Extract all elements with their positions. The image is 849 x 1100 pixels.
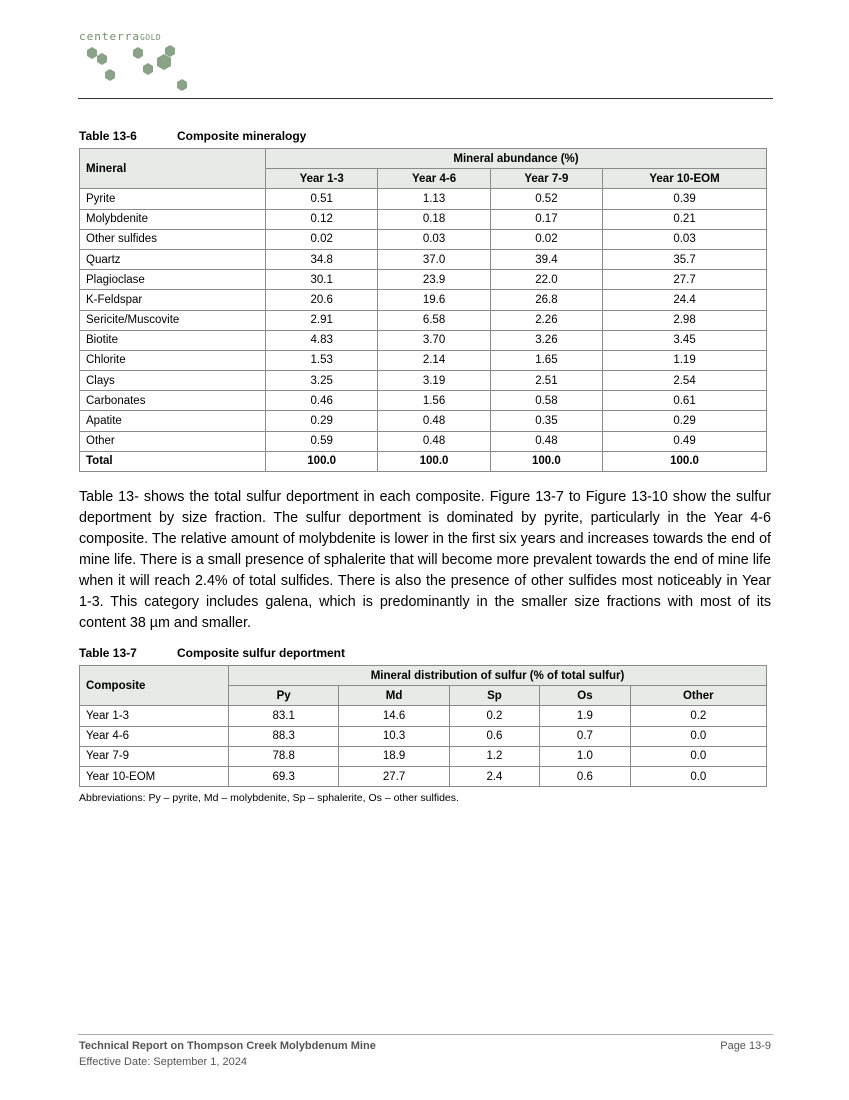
logo-wordmark: centerraGOLD [79, 30, 162, 43]
table-cell: 3.70 [378, 330, 490, 350]
table1-group-header: Mineral abundance (%) [266, 149, 767, 169]
table-cell: 2.26 [490, 310, 602, 330]
table-cell: 30.1 [266, 270, 378, 290]
table-cell: 27.7 [339, 766, 449, 786]
table-cell: 0.03 [603, 229, 767, 249]
table-cell: 0.48 [378, 431, 490, 451]
table-row [80, 726, 767, 746]
table-cell: 1.56 [378, 391, 490, 411]
table-cell: 0.0 [630, 726, 766, 746]
table-cell: 1.53 [266, 350, 378, 370]
hexagon-cluster-icon [79, 42, 199, 94]
table-cell: 3.25 [266, 371, 378, 391]
row-label: Biotite [80, 330, 266, 350]
table-row [80, 290, 767, 310]
row-label: Year 10-EOM [80, 766, 229, 786]
table-cell: 0.46 [266, 391, 378, 411]
t2-column-header: Sp [449, 686, 539, 706]
row-label: K-Feldspar [80, 290, 266, 310]
footer-report-title: Technical Report on Thompson Creek Molybdenum Mine [79, 1040, 376, 1052]
table2-group-header: Mineral distribution of sulfur (% of total sulfur) [229, 666, 767, 686]
table-cell: 3.26 [490, 330, 602, 350]
table-cell: 0.59 [266, 431, 378, 451]
row-label: Year 1-3 [80, 706, 229, 726]
table1-caption: Table 13-6 Composite mineralogy [79, 129, 307, 143]
table1-row-header: Mineral [80, 149, 266, 189]
sulfur-deportment-table [79, 665, 767, 787]
table-cell: 0.17 [490, 209, 602, 229]
table-cell: 35.7 [603, 249, 767, 269]
table-cell: 18.9 [339, 746, 449, 766]
table-cell: 24.4 [603, 290, 767, 310]
t1-column-header: Year 1-3 [266, 169, 378, 189]
table-cell: 1.2 [449, 746, 539, 766]
table-cell: 1.9 [540, 706, 630, 726]
table-cell: 0.48 [490, 431, 602, 451]
total-cell: 100.0 [603, 451, 767, 471]
table-cell: 1.0 [540, 746, 630, 766]
table-cell: 20.6 [266, 290, 378, 310]
table-cell: 0.7 [540, 726, 630, 746]
row-label: Sericite/Muscovite [80, 310, 266, 330]
table-cell: 2.4 [449, 766, 539, 786]
footer-effective-date: Effective Date: September 1, 2024 [79, 1056, 247, 1068]
table-row [80, 330, 767, 350]
row-label: Clays [80, 371, 266, 391]
table-row [80, 746, 767, 766]
table-cell: 14.6 [339, 706, 449, 726]
row-label: Year 4-6 [80, 726, 229, 746]
total-row [80, 451, 767, 471]
table-cell: 0.18 [378, 209, 490, 229]
t1-column-header: Year 4-6 [378, 169, 490, 189]
composite-mineralogy-table [79, 148, 767, 472]
table-cell: 0.48 [378, 411, 490, 431]
table-cell: 0.29 [603, 411, 767, 431]
table-cell: 0.6 [449, 726, 539, 746]
table-cell: 0.35 [490, 411, 602, 431]
t2-column-header: Other [630, 686, 766, 706]
table-row [80, 431, 767, 451]
table-row [80, 189, 767, 209]
table-cell: 0.49 [603, 431, 767, 451]
table-cell: 26.8 [490, 290, 602, 310]
table-cell: 2.51 [490, 371, 602, 391]
footer-divider [78, 1034, 773, 1035]
table-cell: 1.19 [603, 350, 767, 370]
table-row [80, 371, 767, 391]
abbreviations-note: Abbreviations: Py – pyrite, Md – molybdenite, Sp – sphalerite, Os – other sulfides. [79, 792, 459, 804]
table-cell: 0.0 [630, 766, 766, 786]
table-cell: 0.0 [630, 746, 766, 766]
t1-column-header: Year 10-EOM [603, 169, 767, 189]
table-cell: 23.9 [378, 270, 490, 290]
row-label: Plagioclase [80, 270, 266, 290]
table-cell: 0.51 [266, 189, 378, 209]
table-cell: 0.61 [603, 391, 767, 411]
header-divider [78, 98, 773, 99]
t2-column-header: Os [540, 686, 630, 706]
total-cell: 100.0 [378, 451, 490, 471]
row-label: Pyrite [80, 189, 266, 209]
table-cell: 2.91 [266, 310, 378, 330]
table-cell: 2.54 [603, 371, 767, 391]
table-cell: 78.8 [229, 746, 339, 766]
table-row [80, 350, 767, 370]
table-cell: 37.0 [378, 249, 490, 269]
t2-column-header: Md [339, 686, 449, 706]
table-cell: 22.0 [490, 270, 602, 290]
table-row [80, 270, 767, 290]
table-cell: 0.29 [266, 411, 378, 431]
table-cell: 10.3 [339, 726, 449, 746]
table-cell: 0.52 [490, 189, 602, 209]
table-row [80, 706, 767, 726]
table-row [80, 249, 767, 269]
table-cell: 0.2 [630, 706, 766, 726]
row-label: Apatite [80, 411, 266, 431]
table-row [80, 766, 767, 786]
table-cell: 3.45 [603, 330, 767, 350]
table-cell: 0.2 [449, 706, 539, 726]
row-label: Year 7-9 [80, 746, 229, 766]
row-label: Quartz [80, 249, 266, 269]
table-cell: 88.3 [229, 726, 339, 746]
table-cell: 0.39 [603, 189, 767, 209]
body-paragraph: Table 13- shows the total sulfur deportment in each composite. Figure 13-7 to Figure 13-10 show the sulfur deportment by size fraction. The sulfur deportment is dominated by pyrite, particularly in the Year 4-6 composite. The relative amount of molybdenite is lower in the first six years and increases towards the end of mine life. There is a small presence of sphalerite that will become more prevalent towards the end of mine life when it will reach 2.4% of total sulfides. There is also the presence of other sulfides most noticeably in Year 1-3. This category includes galena, which is predominantly in the smaller size fractions with most of its content 38 µm and smaller. [79, 489, 771, 631]
row-label: Chlorite [80, 350, 266, 370]
table-cell: 83.1 [229, 706, 339, 726]
table-cell: 1.65 [490, 350, 602, 370]
table-cell: 0.21 [603, 209, 767, 229]
t1-column-header: Year 7-9 [490, 169, 602, 189]
row-label: Other sulfides [80, 229, 266, 249]
table-cell: 3.19 [378, 371, 490, 391]
table-cell: 0.58 [490, 391, 602, 411]
table-cell: 39.4 [490, 249, 602, 269]
table-cell: 19.6 [378, 290, 490, 310]
table-cell: 4.83 [266, 330, 378, 350]
page-number: Page 13-9 [720, 1040, 771, 1052]
table-cell: 6.58 [378, 310, 490, 330]
table-cell: 69.3 [229, 766, 339, 786]
table-cell: 2.98 [603, 310, 767, 330]
table-cell: 2.14 [378, 350, 490, 370]
table-row [80, 310, 767, 330]
table-cell: 1.13 [378, 189, 490, 209]
table-cell: 34.8 [266, 249, 378, 269]
table-row [80, 229, 767, 249]
company-logo [79, 30, 199, 94]
row-label: Carbonates [80, 391, 266, 411]
table-cell: 0.03 [378, 229, 490, 249]
table-cell: 27.7 [603, 270, 767, 290]
table2-caption: Table 13-7 Composite sulfur deportment [79, 646, 346, 660]
table-row [80, 209, 767, 229]
total-label: Total [80, 451, 266, 471]
row-label: Other [80, 431, 266, 451]
table-row [80, 411, 767, 431]
table-cell: 0.02 [490, 229, 602, 249]
total-cell: 100.0 [490, 451, 602, 471]
total-cell: 100.0 [266, 451, 378, 471]
table-cell: 0.12 [266, 209, 378, 229]
row-label: Molybdenite [80, 209, 266, 229]
table-row [80, 391, 767, 411]
t2-column-header: Py [229, 686, 339, 706]
table-cell: 0.6 [540, 766, 630, 786]
table2-row-header: Composite [80, 666, 229, 706]
table-cell: 0.02 [266, 229, 378, 249]
